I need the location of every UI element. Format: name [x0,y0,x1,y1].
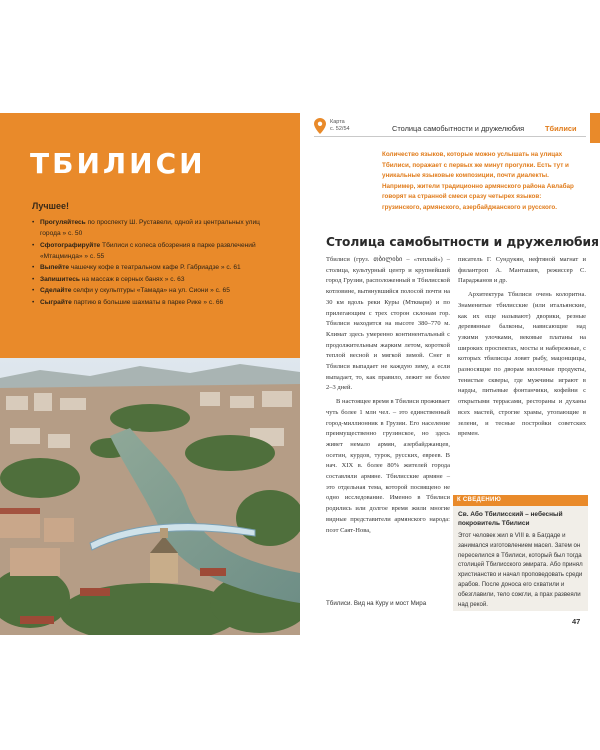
best-item: • Прогуляйтесь по проспекту Ш. Руставели, одной из центральных улиц города » с. 50 [32,217,272,239]
section-edge-tab [590,113,600,143]
best-item: • Запишитесь на массаж в серных банях » с. 63 [32,274,272,285]
best-item: • Сыграйте партию в большие шахматы в парке Рике » с. 66 [32,297,272,308]
best-item: • Сфотографируйте Тбилиси с колеса обозрения в парке развлечений «Мтацминда» » с. 55 [32,240,272,262]
best-item: • Выпейте чашечку кофе в театральном кафе Р. Габриадзе » с. 61 [32,262,272,273]
running-header-city: Тбилиси [545,124,577,133]
city-photo [0,358,300,635]
right-page [300,113,600,635]
section-title: Столица самобытности и дружелюбия [326,235,599,249]
text-column-right [458,255,586,443]
body-paragraph: В настоящее время в Тбилиси проживает чуть более 1 млн чел. – это единственный город-миллионник в Грузии. Его население преимущественно грузинское, но здесь живет немало армян, азербайджанцев, осетин, курдов, турок, русских, евреев. В нач. XIX в. более 80% жителей города составляли армяне. Тбилисские армяне – это отдельная тема, которой посвящено не одно исследование. Именно в Тбилиси родились или долгое время жили многие видные представители армянского народа: поэт Саят-Нова, [326,398,450,534]
text-column-left [326,255,450,539]
best-label: Лучшее! [32,201,70,211]
map-pin-icon [314,118,326,134]
info-box-title: Св. Або Тбилисский – небесный покровитель Тбилиси [458,511,563,527]
info-box-header: К СВЕДЕНИЮ [453,495,588,506]
body-paragraph: Архитектура Тбилиси очень колоритна. Знаменитые тбилисские (или итальянские, как их еще называют) дворики, резные деревянные балконы, нависающие над узкими улочками, вековые платаны на широких проспектах, мосты и набережные, с которых тбилисцы ловят рыбу, мацонщицы, разносящие по дворам молочные продукты, тенистые скверы, где мужчины играют в нарды, питьевые фонтанчики, кофейни с открытыми террасами, рестораны и духаны всех мастей, строгие храмы, утопающие в зелени, и тесные постройки советских времен. [458,291,586,438]
map-ref-label: Карта [330,119,345,125]
best-item: • Сделайте селфи у скульптуры «Тамада» на ул. Сиони » с. 65 [32,285,272,296]
photo-caption: Тбилиси. Вид на Куру и мост Мира [326,600,427,607]
info-box [453,495,588,611]
left-page [0,113,300,635]
orange-header-block [0,113,300,358]
info-box-text: Этот человек жил в VIII в. в Багдаде и занимался изготовлением масел. Затем он переселился в Тбилиси, который был тогда столицей Тбилисского эмирата. Або принял христианство и начал проповедовать среди арабов. После доноса его схватили и обезглавили, тело сожгли, а прах развеяли над рекой. [458,532,583,608]
body-paragraph: Тбилиси (груз. თბილისი – «теплый») – столица, культурный центр и крупнейший город Грузии, расположенный в Тбилисской котловине, вытянувшийся полосой почти на 30 км вдоль реки Куры (Мтквари) и по прилегающим с трех сторон склонам гор. Тбилиси находится на высоте 380–770 м. Климат здесь умеренно континентальный с продолжительным жарким летом, короткой теплой весной и мягкой зимой. Снег в Тбилиси выпадает не каждую зиму, а если выпадает, то, как правило, лежит не более 2–3 дней. [326,256,450,392]
map-reference [330,119,350,133]
running-header-title: Столица самобытности и дружелюбия [392,124,525,133]
page-number: 47 [572,617,581,626]
intro-paragraph: Количество языков, которые можно услышать на улицах Тбилиси, поражает с первых же минут прогулки. Есть тут и уникальные языковые композиции, почти диалекты. Например, жители традиционно армянского района Авлабар говорят на странной смеси сразу четырех языков: грузинского, армянского, азербайджанского и русского. [382,151,574,211]
header-divider [314,136,586,137]
city-title: ТБИЛИСИ [30,147,206,180]
best-list [32,217,272,308]
body-paragraph: писатель Г. Сундукян, нефтяной магнат и филантроп А. Манташев, режиссер С. Параджанов и др. [458,256,586,285]
book-spread [0,113,600,635]
map-ref-pages: с. 52/54 [330,126,350,132]
